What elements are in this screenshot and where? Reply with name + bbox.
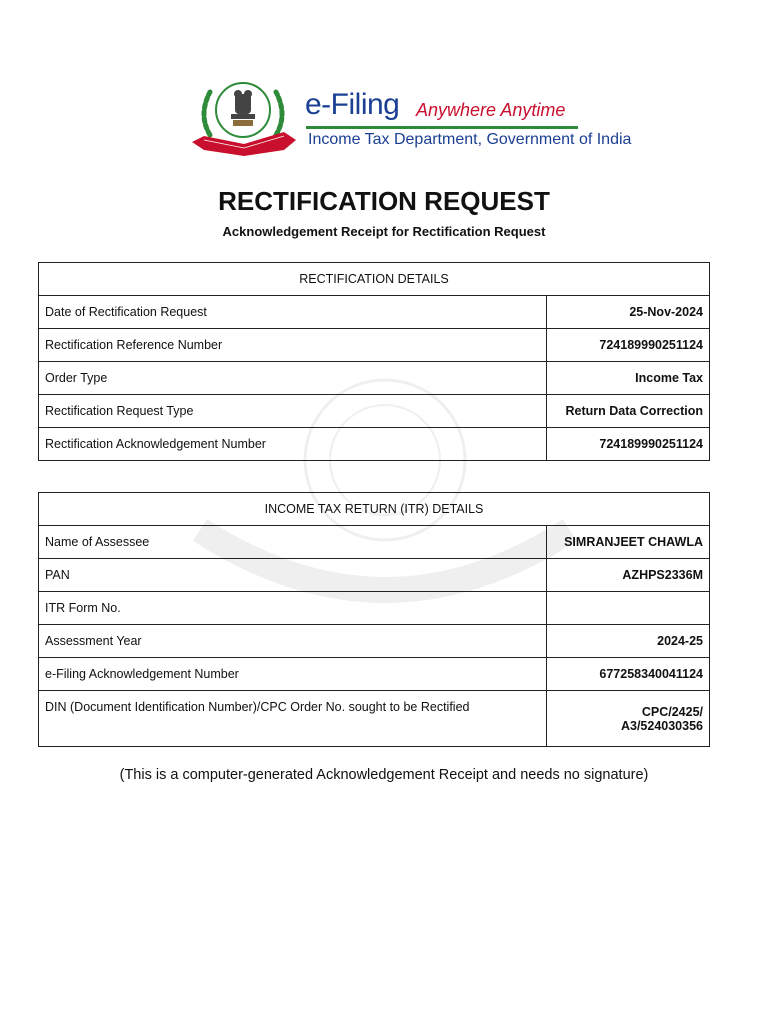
row-label: Order Type [39,362,547,395]
row-value: Income Tax [546,362,709,395]
table-row [39,592,710,625]
row-label: ITR Form No. [39,592,547,625]
row-value: 2024-25 [546,625,709,658]
row-label: Rectification Reference Number [39,329,547,362]
row-value: CPC/2425/ A3/524030356 [546,691,709,747]
page-subtitle: Acknowledgement Receipt for Rectification Request [222,224,546,239]
row-value: AZHPS2336M [546,559,709,592]
row-value: 724189990251124 [546,428,709,461]
table-row [39,625,710,658]
department-name: Income Tax Department, Government of India [308,131,632,148]
rectification-details-table [38,262,710,461]
table-row [39,395,710,428]
table-row [39,329,710,362]
table-row [39,428,710,461]
row-label: Name of Assessee [39,526,547,559]
row-label: PAN [39,559,547,592]
brand-name: e-Filing [305,88,400,121]
row-label: DIN (Document Identification Number)/CPC Order No. sought to be Rectified [39,691,547,747]
row-label: Date of Rectification Request [39,296,547,329]
row-value: 724189990251124 [546,329,709,362]
row-value: 25-Nov-2024 [546,296,709,329]
table-row [39,526,710,559]
table-heading: INCOME TAX RETURN (ITR) DETAILS [39,493,710,526]
row-label: e-Filing Acknowledgement Number [39,658,547,691]
brand-tagline: Anywhere Anytime [416,100,566,120]
itr-details-table [38,492,710,747]
table-row [39,362,710,395]
brand-divider [306,126,578,129]
row-label: Rectification Acknowledgement Number [39,428,547,461]
income-tax-emblem-icon [188,80,300,158]
footer-note: (This is a computer-generated Acknowledgement Receipt and needs no signature) [119,767,649,783]
row-label: Rectification Request Type [39,395,547,428]
row-value [546,592,709,625]
row-value: 677258340041124 [546,658,709,691]
row-value: SIMRANJEET CHAWLA [546,526,709,559]
row-label: Assessment Year [39,625,547,658]
table-row [39,296,710,329]
table-row [39,691,710,747]
table-heading: RECTIFICATION DETAILS [39,263,710,296]
row-value: Return Data Correction [546,395,709,428]
efiling-logo [188,80,632,160]
table-row [39,559,710,592]
page-title: RECTIFICATION REQUEST [218,186,550,216]
table-row [39,658,710,691]
